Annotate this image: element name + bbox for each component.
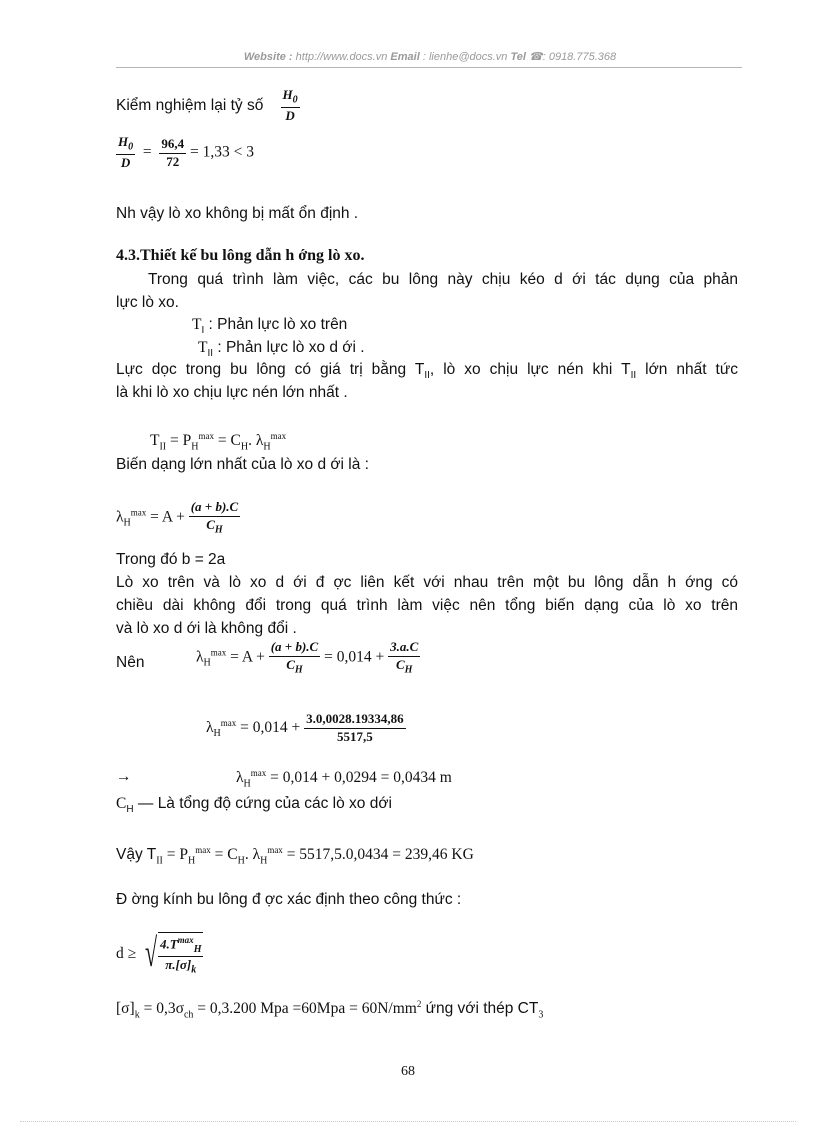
sigma-2: σ — [175, 1000, 184, 1018]
website-label: Website : — [243, 51, 293, 63]
f2-den-sub: H — [214, 524, 223, 536]
eq6-tail: = 5517,5.0,0434 = 239,46 KG — [282, 846, 474, 864]
bracket-close: ] — [129, 1000, 135, 1018]
d-label-2: D — [120, 155, 131, 171]
ratio-fraction-2 — [116, 135, 135, 171]
eq4-b: = 0,014 + — [236, 719, 305, 736]
para-1b: lực lò xo. — [116, 294, 179, 311]
ratio-equation: $\frac{H_0}{D}$ = $\frac{96,4}{72}$ = 1,33 < 3 — [118, 134, 254, 171]
ratio-fraction — [281, 88, 300, 124]
eq3-frac-1 — [269, 640, 321, 676]
h-sub-2: 0 — [128, 141, 134, 153]
eq2-fraction — [189, 500, 241, 536]
p2a-mid: , lò xo chịu lực nén khi T — [429, 361, 631, 378]
f3b-num: 3.a.C — [388, 640, 420, 657]
p6-sub: H — [126, 804, 134, 816]
f3a-num: (a + b).C — [269, 640, 321, 657]
lambda-4-sub: H — [213, 728, 221, 740]
eq3 — [196, 640, 420, 676]
f3a-den: C — [286, 656, 295, 672]
eq4-fraction — [304, 712, 406, 745]
para-2a — [116, 361, 738, 381]
p2a-sub: II — [424, 370, 430, 382]
eq1-t: T — [150, 432, 160, 450]
f5-den-sub: k — [191, 965, 197, 977]
lambda: λ — [116, 508, 124, 526]
eq6 — [116, 845, 474, 866]
phone-icon: ☎ — [529, 51, 543, 63]
lambda-4: λ — [206, 719, 214, 736]
f4-den: 5517,5 — [336, 728, 373, 744]
eq1-c: = C — [214, 432, 241, 450]
p2a: Lực dọc trong bu lông có giá trị bằng T — [116, 361, 425, 378]
nen-label: Nên — [116, 654, 145, 671]
eq1-ch: H — [240, 441, 249, 453]
page-number: 68 — [401, 1064, 415, 1079]
eq6-lambda: . λ — [244, 846, 261, 864]
p2a-end: lớn nhất tức — [636, 361, 738, 378]
para-4: Trong đó b = 2a — [116, 551, 226, 568]
ge-symbol: ≥ — [127, 944, 137, 962]
t2-rest: : Phản lực lò xo d ới . — [213, 339, 365, 356]
eq1-lambda: . λ — [248, 432, 264, 450]
f2-num: (a + b).C — [189, 500, 241, 517]
lambda-4-sup: max — [220, 717, 237, 728]
t2: T — [198, 339, 208, 356]
f4-num: 3.0,0028.19334,86 — [304, 712, 406, 729]
para-2b: là khi lò xo chịu lực nén lớn nhất . — [116, 384, 348, 401]
f1-tail: = 1,33 < 3 — [190, 143, 254, 161]
p2a-sub2: II — [630, 370, 637, 382]
h-label-2: H — [118, 134, 129, 149]
para-5a: Lò xo trên và lò xo d ới đ ợc liên kết với nhau trên một bu lông dẫn h ớng có — [116, 574, 738, 591]
para-7: Đ ờng kính bu lông đ ợc xác định theo công thức : — [116, 891, 462, 908]
eq1-max: max — [198, 431, 214, 441]
eq6-c: = C — [210, 846, 238, 864]
eq6-a: = P — [162, 846, 188, 864]
email-label: Email — [390, 51, 420, 63]
footer-divider — [20, 1121, 796, 1122]
d-label: D — [285, 108, 295, 124]
p6-rest: — Là tổng độ cứng của các lò xo dới — [133, 795, 392, 812]
eq6-ch: H — [237, 855, 245, 867]
eq1-lmax: max — [270, 431, 287, 441]
para-6 — [116, 795, 392, 815]
lambda-3: λ — [196, 648, 204, 666]
eq3-b: = 0,014 + — [324, 648, 389, 666]
tel-label: Tel — [510, 51, 526, 63]
sqrt — [140, 932, 203, 977]
f5-sup: max — [177, 935, 194, 945]
f5-den: π.[σ] — [165, 957, 192, 973]
eq3-mid: = A + — [226, 648, 269, 666]
p6-c: C — [116, 795, 127, 812]
radical-icon: √ — [144, 930, 158, 975]
value-fraction — [159, 137, 186, 170]
para-5b: chiều dài không đổi trong quá trình làm việc nên tổng biến dạng của lò xo trên — [116, 597, 738, 614]
header-divider — [116, 67, 742, 68]
eq6-sub: II — [156, 855, 163, 867]
para-3: Biến dạng lớn nhất của lò xo d ới là : — [116, 456, 369, 473]
eq6-lmax: max — [267, 845, 283, 855]
f3b-den: C — [395, 656, 405, 672]
eq1-lh: H — [263, 441, 271, 453]
bracket-open: [ — [116, 1000, 122, 1018]
eq1-p: = P — [166, 432, 192, 450]
tel-number: : 0918.775.368 — [542, 51, 617, 63]
eq5 — [236, 768, 452, 789]
eq8 — [116, 999, 543, 1020]
website-link[interactable]: http://www.docs.vn — [295, 51, 388, 63]
eq5-b: = 0,014 + 0,0294 = 0,0434 m — [266, 769, 452, 787]
d-var: d — [116, 944, 124, 962]
t1-sub: I — [201, 325, 205, 337]
f1-num: 96,4 — [159, 137, 186, 154]
k-sub: k — [134, 1009, 140, 1021]
eq7 — [116, 932, 203, 977]
t1-rest: : Phản lực lò xo trên — [204, 316, 348, 333]
eq8-f: ứng với thép CT — [421, 1000, 539, 1018]
f3b-den-sub: H — [404, 664, 413, 676]
eq2-mid: = A + — [146, 508, 189, 526]
t2-line — [198, 339, 365, 359]
para-1: Trong quá trình làm việc, các bu lông này chịu kéo d ới tác dụng của phản — [148, 271, 738, 288]
f3a-den-sub: H — [294, 664, 303, 676]
para-5c: và lò xo d ới là không đổi . — [116, 620, 297, 637]
ch-sub: ch — [183, 1009, 194, 1021]
h-sub: 0 — [292, 94, 298, 106]
lambda-sup: max — [130, 507, 147, 518]
eq8-g: 3 — [538, 1009, 544, 1021]
page-header — [118, 50, 742, 63]
eq1 — [150, 431, 286, 452]
eq3-frac-2 — [388, 640, 420, 676]
lambda-3-sup: max — [210, 647, 227, 658]
check-ratio-text: Kiểm nghiệm lại tỷ số — [116, 97, 264, 115]
lambda-5: λ — [236, 769, 244, 787]
eq8-d: = 0,3.200 Mpa =60Mpa = 60N/mm — [193, 1000, 417, 1018]
t1: T — [192, 316, 202, 333]
lambda-sub: H — [123, 517, 131, 529]
f2-den: C — [206, 516, 215, 532]
eq8-c: = 0,3 — [139, 1000, 176, 1018]
t1-line — [192, 316, 347, 336]
lambda-5-sub: H — [243, 778, 251, 790]
eq6-max: max — [195, 845, 211, 855]
eq1-h: H — [191, 441, 199, 453]
eq2 — [116, 500, 240, 536]
arrow-icon: → — [116, 768, 132, 785]
t2-sub: II — [207, 348, 214, 360]
eq6-ph: H — [188, 855, 196, 867]
vay: Vậy T — [116, 846, 157, 864]
check-ratio-line — [116, 88, 300, 124]
lambda-5-sup: max — [250, 768, 267, 778]
f5-num: 4.T — [159, 936, 178, 952]
f1-den: 72 — [166, 153, 180, 169]
eq1-sub: II — [159, 441, 167, 453]
sigma: σ — [121, 1000, 130, 1018]
eq7-fraction — [158, 935, 204, 977]
section-heading: 4.3.Thiết kế bu lông dẫn h ớng lò xo. — [116, 247, 365, 264]
eq6-lh: H — [260, 855, 268, 867]
stability-conclusion: Nh vậy lò xo không bị mất ổn định . — [116, 205, 359, 222]
h-label: H — [282, 87, 293, 102]
f5-sub: H — [193, 943, 202, 955]
eq4 — [206, 712, 406, 745]
lambda-3-sub: H — [203, 657, 211, 669]
email-link[interactable]: : lienhe@docs.vn — [422, 51, 508, 63]
eq8-sq: 2 — [416, 999, 422, 1009]
